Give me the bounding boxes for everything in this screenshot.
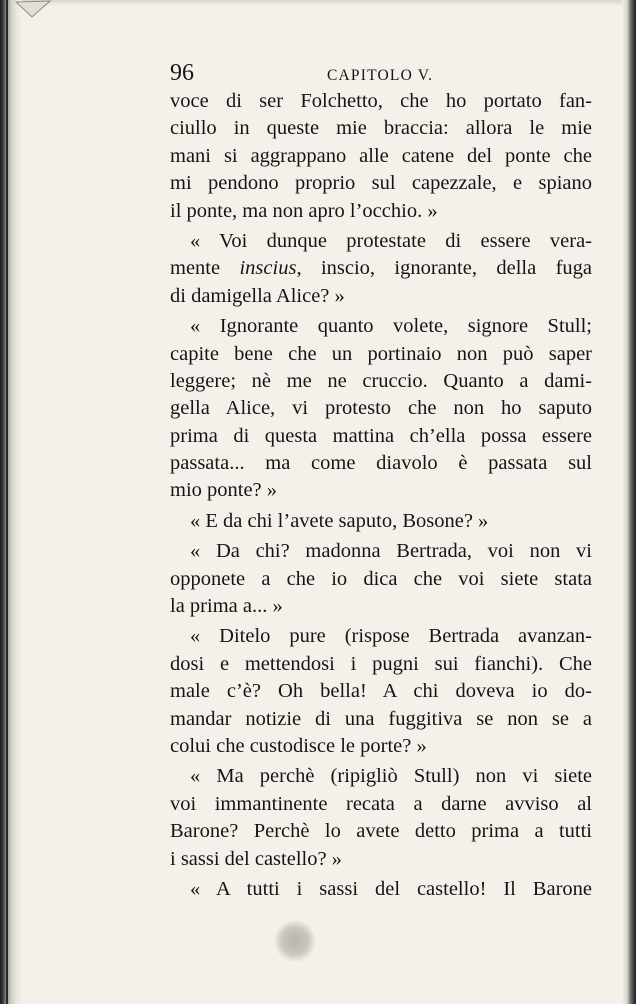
- text-line: « A tutti i sassi del castello! Il Barone: [190, 877, 592, 900]
- gutter-binding-line: [6, 0, 8, 1004]
- text-line: ciullo in queste mie braccia: allora le mie: [170, 117, 592, 140]
- text-line: voi immantinente recata a darne avviso al: [170, 792, 592, 815]
- text-line: passata... ma come diavolo è passata sul: [170, 452, 592, 475]
- book-gutter: [0, 0, 22, 1004]
- text-line: mani si aggrappano alle catene del ponte che: [170, 144, 592, 167]
- text-line: « Da chi? madonna Bertrada, voi non vi: [190, 540, 592, 563]
- page-top-shadow: [0, 0, 636, 6]
- text-line: mio ponte? »: [170, 479, 278, 502]
- italic-word: inscius: [239, 257, 297, 280]
- text-line: il ponte, ma non apro l’occhio. »: [170, 199, 438, 222]
- text-line: « Ignorante quanto volete, signore Stull;: [190, 315, 592, 338]
- running-head: [170, 60, 590, 90]
- text-line: gella Alice, vi protesto che non ho saputo: [170, 397, 592, 420]
- text-line: mandar notizie di una fuggitiva se non se a: [170, 707, 592, 730]
- text-line: « Ma perchè (ripigliò Stull) non vi siete: [190, 765, 592, 788]
- body-text: [170, 88, 592, 903]
- text-line: « Ditelo pure (rispose Bertrada avanzan-: [190, 625, 592, 648]
- text-line: prima di questa mattina ch’ella possa essere: [170, 424, 592, 447]
- text-line: mente inscius, inscio, ignorante, della fuga: [170, 257, 592, 280]
- text-line: voce di ser Folchetto, che ho portato fan-: [170, 90, 592, 112]
- text-line: Barone? Perchè lo avete detto prima a tutti: [170, 820, 592, 843]
- text-line: opponete a che io dica che voi siete stata: [170, 567, 592, 590]
- text-line: « E da chi l’avete saputo, Bosone? »: [190, 509, 489, 532]
- corner-fold-mark: [14, 0, 52, 20]
- chapter-title: CAPITOLO V.: [327, 67, 434, 84]
- text-line: i sassi del castello? »: [170, 847, 342, 870]
- text-line: colui che custodisce le porte? »: [170, 734, 427, 757]
- text-line: capite bene che un portinaio non può saper: [170, 342, 592, 365]
- text-line: dosi e mettendosi i pugni sui fianchi). Che: [170, 652, 592, 675]
- page-right-edge: [622, 0, 636, 1004]
- paper-stain: [274, 920, 316, 962]
- text-line: la prima a... »: [170, 595, 283, 618]
- text-line: leggere; nè me ne cruccio. Quanto a dami-: [170, 369, 592, 392]
- text-line: « Voi dunque protestate di essere vera-: [190, 229, 592, 252]
- text-line: male c’è? Oh bella! A chi doveva io do-: [170, 680, 592, 703]
- text-line: mi pendono proprio sul capezzale, e spiano: [170, 172, 592, 195]
- page-number: 96: [170, 60, 194, 86]
- text-line: di damigella Alice? »: [170, 284, 345, 307]
